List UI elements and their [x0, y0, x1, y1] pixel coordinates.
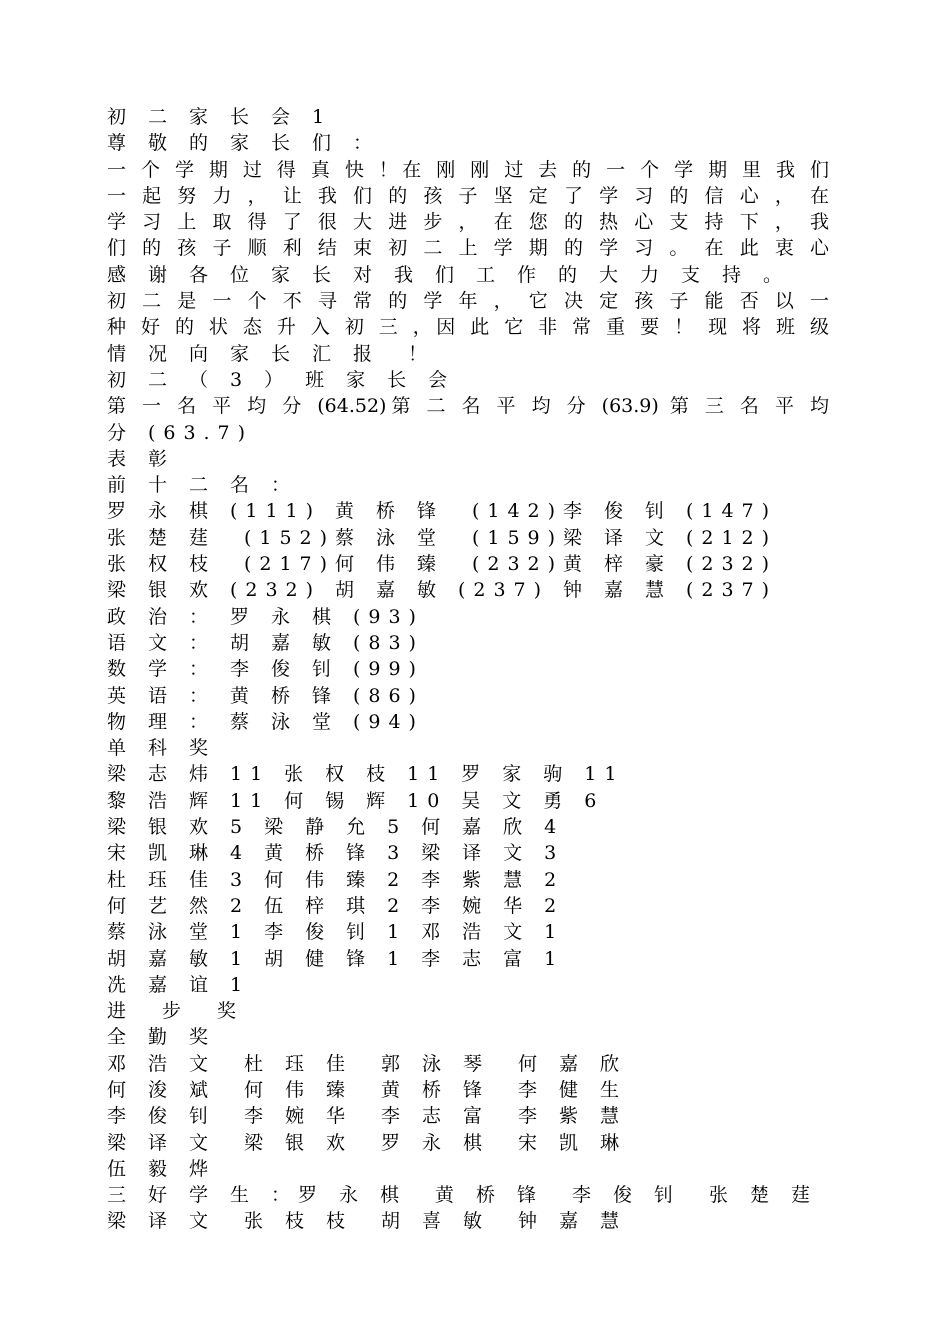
text-line: 蔡 泳 堂 1 李 俊 钊 1 邓 浩 文 1	[107, 921, 565, 944]
document-page	[107, 104, 829, 1235]
text-line: 单 科 奖	[107, 737, 216, 760]
text-line: 一 个 学 期 过 得 真 快 ！在 刚 刚 过 去 的 一 个 学 期 里 我 们	[107, 158, 829, 181]
text-line: 梁 译 文 张 枝 枝 胡 喜 敏 钟 嘉 慧	[107, 1210, 628, 1233]
text-line: 表 彰	[107, 447, 175, 470]
text-line: 冼 嘉 谊 1	[107, 973, 251, 996]
text-line: 三 好 学 生 ：罗 永 棋 黄 桥 锋 李 俊 钊 张 楚 莛	[107, 1184, 819, 1207]
text-line: 梁 志 炜 11 张 权 枝 11 罗 家 驹 11	[107, 763, 625, 786]
text-line: 张 楚 莛 (152)蔡 泳 堂 (159)梁 译 文 (212)	[107, 526, 778, 549]
text-line: 何 浚 斌 何 伟 臻 黄 桥 锋 李 健 生	[107, 1078, 628, 1101]
text-line: 罗 永 棋 (111) 黄 桥 锋 (142)李 俊 钊 (147)	[107, 500, 778, 523]
text-line: 分 (63.7)	[107, 421, 254, 444]
text-line: 初 二 （ 3 ） 班 家 长 会	[107, 368, 456, 391]
text-line: 政 治 ： 罗 永 棋 (93)	[107, 605, 424, 628]
text-line: 前 十 二 名 ：	[107, 474, 298, 497]
text-line: 杜 珏 佳 3 何 伟 臻 2 李 紫 慧 2	[107, 868, 565, 891]
text-line: 李 俊 钊 李 婉 华 李 志 富 李 紫 慧	[107, 1105, 628, 1128]
text-line: 何 艺 然 2 伍 梓 琪 2 李 婉 华 2	[107, 894, 565, 917]
text-line: 学 习 上 取 得 了 很 大 进 步 ， 在 您 的 热 心 支 持 下 ， 我	[107, 211, 829, 234]
text-line: 梁 银 欢 (232) 胡 嘉 敏 (237) 钟 嘉 慧 (237)	[107, 579, 778, 602]
text-line: 语 文 ： 胡 嘉 敏 (83)	[107, 631, 424, 654]
text-line: 物 理 ： 蔡 泳 堂 (94)	[107, 710, 424, 733]
text-line: 胡 嘉 敏 1 胡 健 锋 1 李 志 富 1	[107, 947, 565, 970]
text-line: 黎 浩 辉 11 何 锡 辉 10 吴 文 勇 6	[107, 789, 605, 812]
text-line: 尊 敬 的 家 长 们 ：	[107, 132, 380, 155]
text-line: 邓 浩 文 杜 珏 佳 郭 泳 琴 何 嘉 欣	[107, 1052, 628, 1075]
text-line: 梁 银 欢 5 梁 静 允 5 何 嘉 欣 4	[107, 816, 565, 839]
text-line: 感 谢 各 位 家 长 对 我 们 工 作 的 大 力 支 持 。	[107, 263, 790, 286]
text-line: 情 况 向 家 长 汇 报 ！	[107, 342, 435, 365]
text-line: 一 起 努 力 ， 让 我 们 的 孩 子 坚 定 了 学 习 的 信 心 ， 在	[107, 184, 829, 207]
text-line: 张 权 枝 (217)何 伟 臻 (232)黄 梓 豪 (232)	[107, 553, 778, 576]
text-line: 宋 凯 琳 4 黄 桥 锋 3 梁 译 文 3	[107, 842, 565, 865]
text-line: 初 二 家 长 会 1	[107, 106, 333, 128]
text-line: 梁 译 文 梁 银 欢 罗 永 棋 宋 凯 琳	[107, 1131, 628, 1154]
text-line: 第 一 名 平 均 分 (64.52)第 二 名 平 均 分 (63.9) 第 三 名 平 均	[107, 395, 829, 418]
text-line: 们 的 孩 子 顺 利 结 束 初 二 上 学 期 的 学 习 。 在 此 衷 心	[107, 237, 829, 260]
text-line: 进 步 奖	[107, 1000, 245, 1023]
text-line: 全 勤 奖	[107, 1026, 216, 1049]
text-line: 英 语 ： 黄 桥 锋 (86)	[107, 684, 424, 707]
text-line: 初 二 是 一 个 不 寻 常 的 学 年 ， 它 决 定 孩 子 能 否 以 一	[107, 290, 829, 313]
text-line: 数 学 ： 李 俊 钊 (99)	[107, 658, 424, 681]
text-line: 伍 毅 烨	[107, 1157, 216, 1180]
text-line: 种 好 的 状 态 升 入 初 三 ，因 此 它 非 常 重 要 ！ 现 将 班 级	[107, 316, 829, 339]
